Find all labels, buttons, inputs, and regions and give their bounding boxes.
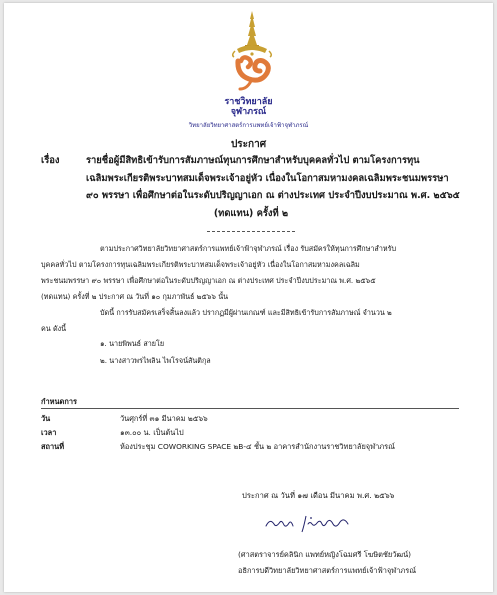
signer-position-text: อธิการบดีวิทยาลัยวิทยาศาสตร์การแพทย์เจ้าฟ้าจุฬาภรณ์ [238,566,417,575]
schedule-value: ๑๓.๐๐ น. เป็นต้นไป [120,428,184,437]
announcement-title: ประกาศ [230,139,267,150]
schedule-key: วัน [41,414,51,423]
document-page [4,3,493,592]
schedule-key: สถานที่ [41,442,65,451]
schedule-value: วันศุกร์ที่ ๓๑ มีนาคม ๒๕๖๖ [120,414,208,423]
candidate-list-item: ๒. นางสาวพรไพลิน ไพโรจน์สันติกุล [100,356,211,365]
body-line: ตามประกาศวิทยาลัยวิทยาศาสตร์การแพทย์เจ้าฟ้าจุฬาภรณ์ เรื่อง รับสมัครให้ทุนการศึกษาสำหรับ [100,244,397,253]
signer-name-text: (ศาสตราจารย์คลินิก แพทย์หญิงโฉมศรี โฆษิตชัยวัฒน์) [238,550,412,559]
candidate-list-item: ๑. นายพิพนธ์ สายโย [100,339,165,348]
subject-line: ๙๐ พรรษา เพื่อศึกษาต่อในระดับปริญญาเอก ณ ต่างประเทศ ประจำปีงบประมาณ พ.ศ. ๒๕๖๕ [86,190,460,201]
subject-label: เรื่อง [41,155,60,166]
institution-name-line1: ราชวิทยาลัย [224,97,273,107]
body-line: บุคคลทั่วไป ตามโครงการทุนเฉลิมพระเกียรติพระบาทสมเด็จพระเจ้าอยู่หัว เนื่องในโอกาสมหามงคลเฉลิม [41,260,360,269]
subject-line: (ทดแทน) ครั้งที่ ๒ [213,207,289,219]
schedule-value: ห้องประชุม COWORKING SPACE ๒B-๔ ชั้น ๒ อาคารสำนักงานราชวิทยาลัยจุฬาภรณ์ [120,442,396,451]
announcement-date: ประกาศ ณ วันที่ ๑๗ เดือน มีนาคม พ.ศ. ๒๕๖๖ [242,491,395,500]
institution-name-line2: จุฬาภรณ์ [230,107,267,117]
section-divider [207,231,295,232]
body-line: คน ดังนี้ [41,324,67,333]
body-line: พระชนมพรรษา ๙๐ พรรษา เพื่อศึกษาต่อในระดับปริญญาเอก ณ ต่างประเทศ ประจำปีงบประมาณ พ.ศ. ๒๕๖๕ [41,276,376,285]
body-line: บัดนี้ การรับสมัครเสร็จสิ้นลงแล้ว ปรากฏมีผู้ผ่านเกณฑ์ และมีสิทธิเข้ารับการสัมภาษณ์ จำนวน ๒ [100,308,392,317]
subject-line: รายชื่อผู้มีสิทธิเข้ารับการสัมภาษณ์ทุนการศึกษาสำหรับบุคคลทั่วไป ตามโครงการทุน [86,155,420,166]
handwritten-signature-icon [262,512,360,536]
subject-line: เฉลิมพระเกียรติพระบาทสมเด็จพระเจ้าอยู่หัว เนื่องในโอกาสมหามงคลเฉลิมพระชนมพรรษา [86,172,449,184]
body-line: (ทดแทน) ครั้งที่ ๒ ประกาศ ณ วันที่ ๑๐ กุมภาพันธ์ ๒๕๖๖ นั้น [41,292,229,301]
schedule-key: เวลา [41,428,57,437]
schedule-rule [41,408,459,409]
institution-subname: วิทยาลัยวิทยาศาสตร์การแพทย์เจ้าฟ้าจุฬาภรณ์ [188,122,309,129]
schedule-heading: กำหนดการ [41,397,77,406]
royal-crown-emblem-icon [207,9,297,95]
